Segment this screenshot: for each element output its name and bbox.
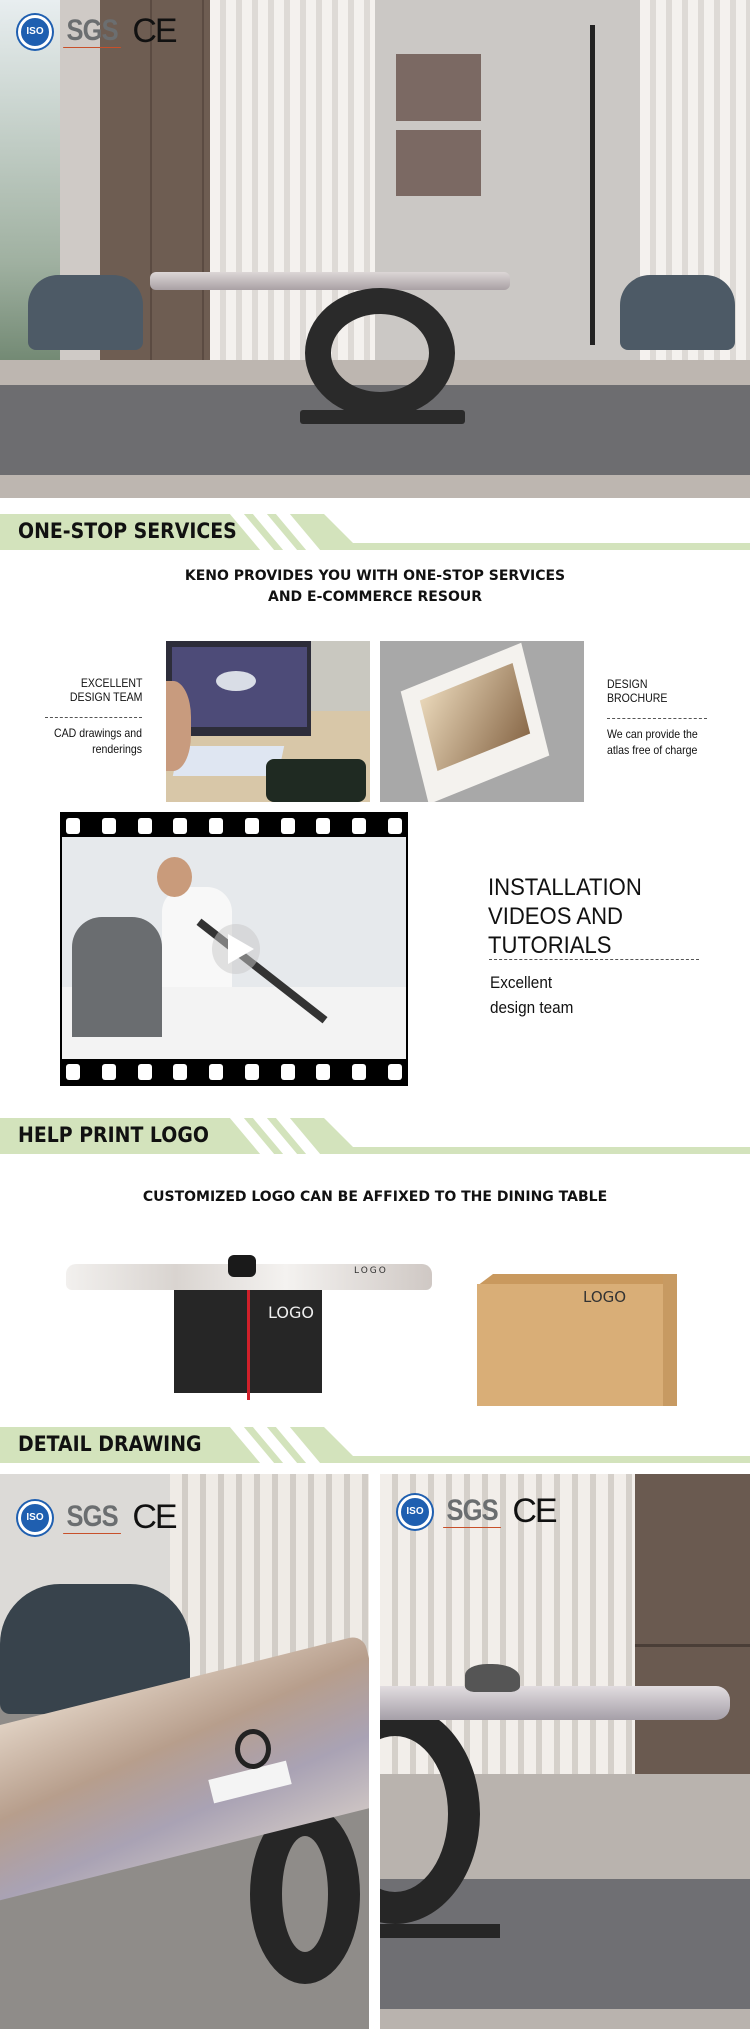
table-with-logo-illustration: [66, 1255, 432, 1400]
table-base-logo: LOGO: [268, 1303, 314, 1322]
cad-designer-photo: [166, 641, 370, 802]
video-description: [490, 970, 573, 1020]
certification-logos: [398, 1492, 556, 1531]
design-brochure-photo: [380, 641, 584, 802]
iso-logo: ISO: [18, 1501, 52, 1535]
ce-logo: CE: [512, 1492, 556, 1530]
feature-title: EXCELLENT: [80, 676, 142, 690]
ce-logo: CE: [132, 12, 176, 50]
hero-photo-dining-room: [0, 0, 750, 498]
feature-title: DESIGN TEAM: [69, 690, 142, 704]
video-title-line: VIDEOS AND: [488, 903, 623, 930]
feature-description: [607, 726, 698, 758]
video-title-line: INSTALLATION: [488, 874, 642, 901]
feature-design-team: [69, 676, 142, 704]
box-logo: LOGO: [583, 1288, 627, 1306]
certification-logos: [18, 1498, 176, 1537]
section-header-one-stop: [0, 514, 750, 550]
detail-photo-table-base: [380, 1474, 750, 2029]
section-subtitle: CUSTOMIZED LOGO CAN BE AFFIXED TO THE DINING TABLE: [142, 1189, 608, 1205]
video-title: [488, 873, 642, 960]
feature-desc: CAD drawings and: [53, 726, 142, 740]
video-title-line: TUTORIALS: [488, 932, 612, 959]
iso-logo: ISO: [398, 1495, 432, 1529]
divider: [45, 717, 142, 718]
divider: [607, 718, 707, 719]
play-icon[interactable]: [212, 924, 260, 974]
detail-photo-tabletop: [0, 1474, 369, 2029]
ce-logo: CE: [132, 1498, 176, 1536]
iso-logo: ISO: [18, 15, 52, 49]
feature-brochure: [607, 677, 667, 705]
section-title: DETAIL DRAWING: [18, 1432, 202, 1456]
feature-desc: atlas free of charge: [607, 743, 698, 757]
section-title: ONE-STOP SERVICES: [18, 519, 237, 543]
video-desc-line: Excellent: [490, 973, 553, 992]
section-header-detail: [0, 1427, 750, 1463]
divider: [489, 959, 699, 960]
section-header-logo: [0, 1118, 750, 1154]
packing-box-illustration: [477, 1274, 677, 1406]
feature-description: [54, 725, 142, 757]
certification-logos: [18, 12, 176, 51]
section-subtitle-line2: AND E-COMMERCE RESOUR: [268, 589, 482, 605]
sgs-logo: SGS: [63, 1501, 121, 1534]
feature-title: BROCHURE: [607, 691, 668, 705]
section-subtitle-line1: KENO PROVIDES YOU WITH ONE-STOP SERVICES: [184, 568, 566, 584]
table-top-logo: LOGO: [354, 1266, 388, 1276]
video-desc-line: design team: [490, 998, 574, 1017]
sgs-logo: SGS: [443, 1495, 501, 1528]
feature-title: DESIGN: [607, 677, 648, 691]
feature-desc: We can provide the: [607, 727, 698, 741]
section-title: HELP PRINT LOGO: [18, 1123, 209, 1147]
installation-video-player[interactable]: [60, 812, 408, 1086]
sgs-logo: SGS: [63, 15, 121, 48]
feature-desc: renderings: [92, 742, 142, 756]
